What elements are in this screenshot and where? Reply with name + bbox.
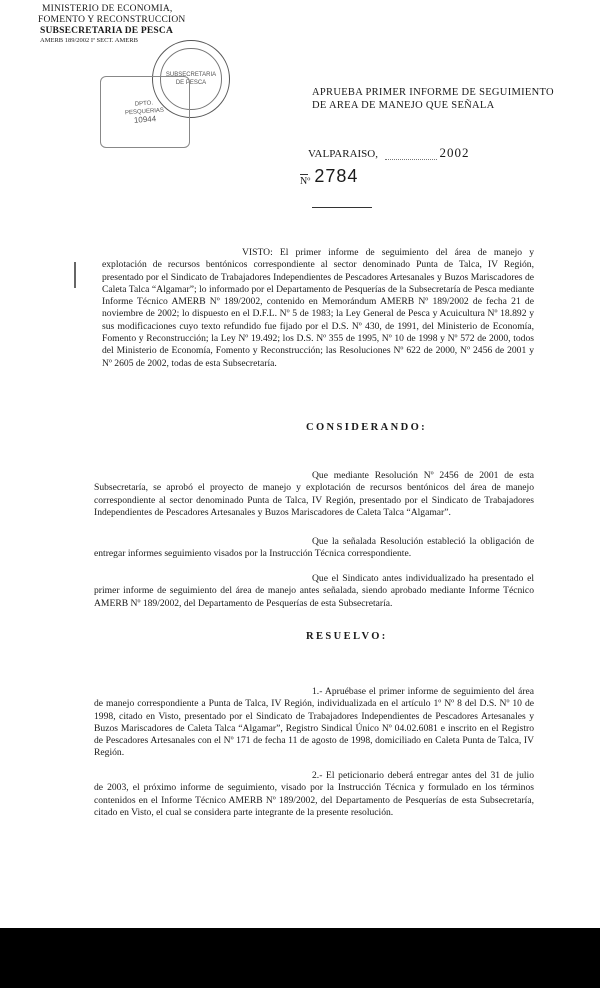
considerando-paragraph-1: Que mediante Resolución Nº 2456 de 2001 de esta Subsecretaría, se aprobó el proyecto de manejo y explotación de recursos bentónicos del área de manejo correspondiente al sector denominado Punta de Talca, IV Región, presentado por el Sindicato de Trabajadores Independientes de Pescadores Artesanales y Buzos Mariscadores de Caleta Talca “Algamar”. [94, 470, 534, 518]
number-dash [300, 174, 308, 175]
dept-stamp-number: 10944 [134, 114, 157, 125]
reference-line: AMERB 189/2002 Iª SECT. AMERB [40, 37, 138, 44]
dept-stamp-text-2: PESQUERIAS [125, 107, 165, 117]
considerando-paragraph-2: Que la señalada Resolución estableció la obligación de entregar informes seguimiento visados por la Instrucción Técnica correspondiente. [94, 536, 534, 560]
number-underline [312, 207, 372, 208]
number-value: 2784 [314, 166, 359, 186]
title-line-2: DE AREA DE MANEJO QUE SEÑALA [312, 100, 495, 111]
considerando-heading: CONSIDERANDO: [306, 422, 428, 433]
seal-text-2: DE PESCA [175, 79, 207, 86]
resolution-number [300, 166, 358, 187]
resuelvo-heading: RESUELVO: [306, 631, 388, 642]
place-label: VALPARAISO, [308, 148, 378, 160]
scan-margin-mark [74, 262, 76, 288]
ministry-line-3: SUBSECRETARIA DE PESCA [40, 26, 174, 36]
visto-paragraph: VISTO: El primer informe de seguimiento del área de manejo y explotación de recursos bentónicos correspondiente al sector denominado Punta de Talca, IV Región, presentado por el Sindicato de Trabajadores Independientes de Pescadores Artesanales y Buzos Mariscadores de Caleta Talca “Algamar”; lo informado por el Departamento de Pesquerías de la Subsecretaría de Pesca mediante Informe Técnico AMERB Nº 189/2002, contenido en Memorándum AMERB Nº 189/2002 de fecha 21 de noviembre de 2002; lo dispuesto en el D.F.L. Nº 5 de 1983; la Ley General de Pesca y Acuicultura Nº 18.892 y sus modificaciones cuyo texto refundido fue fijado por el D.S. Nº 430, de 1991, del Ministerio de Economía, Fomento y Reconstrucción; la Ley Nº 19.492; los D.S. Nº 355 de 1995, Nº 10 de 1998 y Nº 572 de 2000, todos del Ministerio de Economía, Fomento y Reconstrucción; las Resoluciones Nº 622 de 2000, Nº 2456 de 2001 y Nº 2605 de 2002, todas de esta Subsecretaría. [102, 247, 534, 369]
title-line-1: APRUEBA PRIMER INFORME DE SEGUIMIENTO [312, 87, 554, 98]
place-date [308, 145, 470, 161]
resuelvo-paragraph-2: 2.- El peticionario deberá entregar antes del 31 de julio de 2003, el próximo informe de seguimiento, visado por la Instrucción Técnica y formulado en los términos contenidos en el Informe Técnico AMERB Nº 189/2002, del Departamento de Pesquerías de esta Subsecretaría, citado en Visto, el cual se considera parte integrante de la presente resolución. [94, 770, 534, 818]
number-prefix: Nº [300, 176, 311, 187]
ministry-line-2: FOMENTO Y RECONSTRUCCION [38, 15, 186, 25]
document-title [312, 86, 554, 112]
department-stamp [100, 76, 190, 148]
dept-stamp-text-1: DPTO. [135, 100, 154, 108]
date-stamp [385, 149, 437, 160]
letterhead [38, 4, 208, 45]
date-year: 2002 [439, 145, 470, 160]
resuelvo-paragraph-1: 1.- Apruébase el primer informe de seguimiento del área de manejo correspondiente a Punta de Talca, IV Región, individualizada en el artículo 1º Nº 8 del D.S. Nº 10 de 1998, citado en Visto, presentado por el Sindicato de Trabajadores Independientes de Pescadores Artesanales y Buzos Mariscadores de Caleta Talca “Algamar”, Registro Sindical Único Nº 04.02.6081 e inscrito en el Registro de Pescadores Artesanales con el Nº 171 de fecha 11 de agosto de 1998, domiciliado en Caleta Punta de Talca, IV Región. [94, 686, 534, 759]
seal-text-1: SUBSECRETARIA [165, 71, 217, 78]
scan-black-bar [0, 928, 600, 988]
ministry-line-1: MINISTERIO DE ECONOMIA, [42, 4, 173, 14]
considerando-paragraph-3: Que el Sindicato antes individualizado ha presentado el primer informe de seguimiento del área de manejo antes señalada, siendo aprobado mediante Informe Técnico AMERB Nº 189/2002, del Departamento de Pesquerías de esta Subsecretaría. [94, 573, 534, 609]
